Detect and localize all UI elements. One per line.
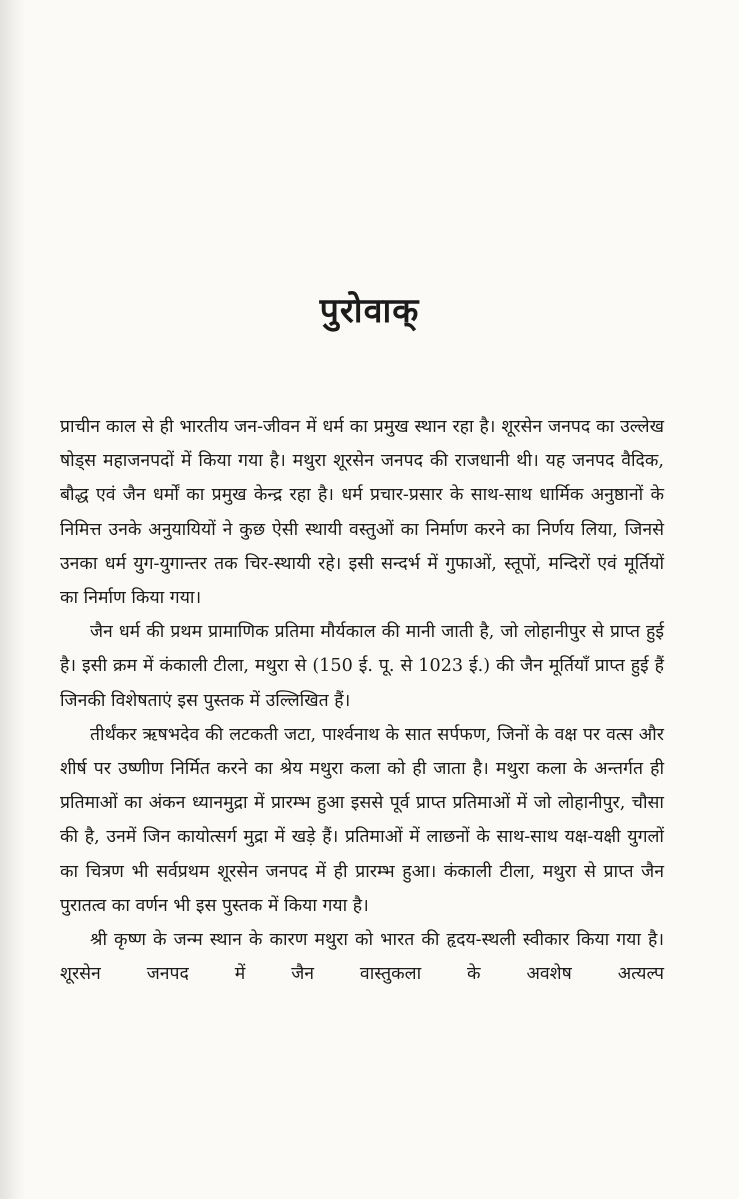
- paragraph-3: तीर्थंकर ऋषभदेव की लटकती जटा, पार्श्वनाथ के सात सर्पफण, जिनों के वक्ष पर वत्स और शीर्ष पर उष्णीण निर्मित करने का श्रेय मथुरा कला को ही जाता है। मथुरा कला के अन्तर्गत ही प्रतिमाओं का अंकन ध्यानमुद्रा में प्रारम्भ हुआ इससे पूर्व प्राप्त प्रतिमाओं में जो लोहानीपुर, चौसा की है, उनमें जिन कायोत्सर्ग मुद्रा में खड़े हैं। प्रतिमाओं में लाछनों के साथ-साथ यक्ष-यक्षी युगलों का चित्रण भी सर्वप्रथम शूरसेन जनपद में ही प्रारम्भ हुआ। कंकाली टीला, मथुरा से प्राप्त जैन पुरातत्व का वर्णन भी इस पुस्तक में किया गया है।: [60, 724, 664, 916]
- paragraph-4: श्री कृष्ण के जन्म स्थान के कारण मथुरा को भारत की हृदय-स्थली स्वीकार किया गया है। शूरसेन जनपद में जैन वास्तुकला के अवशेष अत्यल्प: [60, 930, 664, 985]
- page-edge-shadow: [0, 0, 26, 1199]
- paragraph-1: प्राचीन काल से ही भारतीय जन-जीवन में धर्म का प्रमुख स्थान रहा है। शूरसेन जनपद का उल्लेख षोड्स महाजनपदों में किया गया है। मथुरा शूरसेन जनपद की राजधानी थी। यह जनपद वैदिक, बौद्ध एवं जैन धर्मों का प्रमुख केन्द्र रहा है। धर्म प्रचार-प्रसार के साथ-साथ धार्मिक अनुष्ठानों के निमित्त उनके अनुयायियों ने कुछ ऐसी स्थायी वस्तुओं का निर्माण करने का निर्णय लिया, जिनसे उनका धर्म युग-युगान्तर तक चिर-स्थायी रहे। इसी सन्दर्भ में गुफाओं, स्तूपों, मन्दिरों एवं मूर्तियों का निर्माण किया गया।: [60, 417, 664, 609]
- body-text: [60, 410, 664, 991]
- page-title: पुरोवाक्: [319, 291, 420, 331]
- paragraph-2: जैन धर्म की प्रथम प्रामाणिक प्रतिमा मौर्यकाल की मानी जाती है, जो लोहानीपुर से प्राप्त हुई है। इसी क्रम में कंकाली टीला, मथुरा से (150 ई. पू. से 1023 ई.) की जैन मूर्तियाँ प्राप्त हुई हैं जिनकी विशेषताएं इस पुस्तक में उल्लिखित हैं।: [60, 622, 664, 711]
